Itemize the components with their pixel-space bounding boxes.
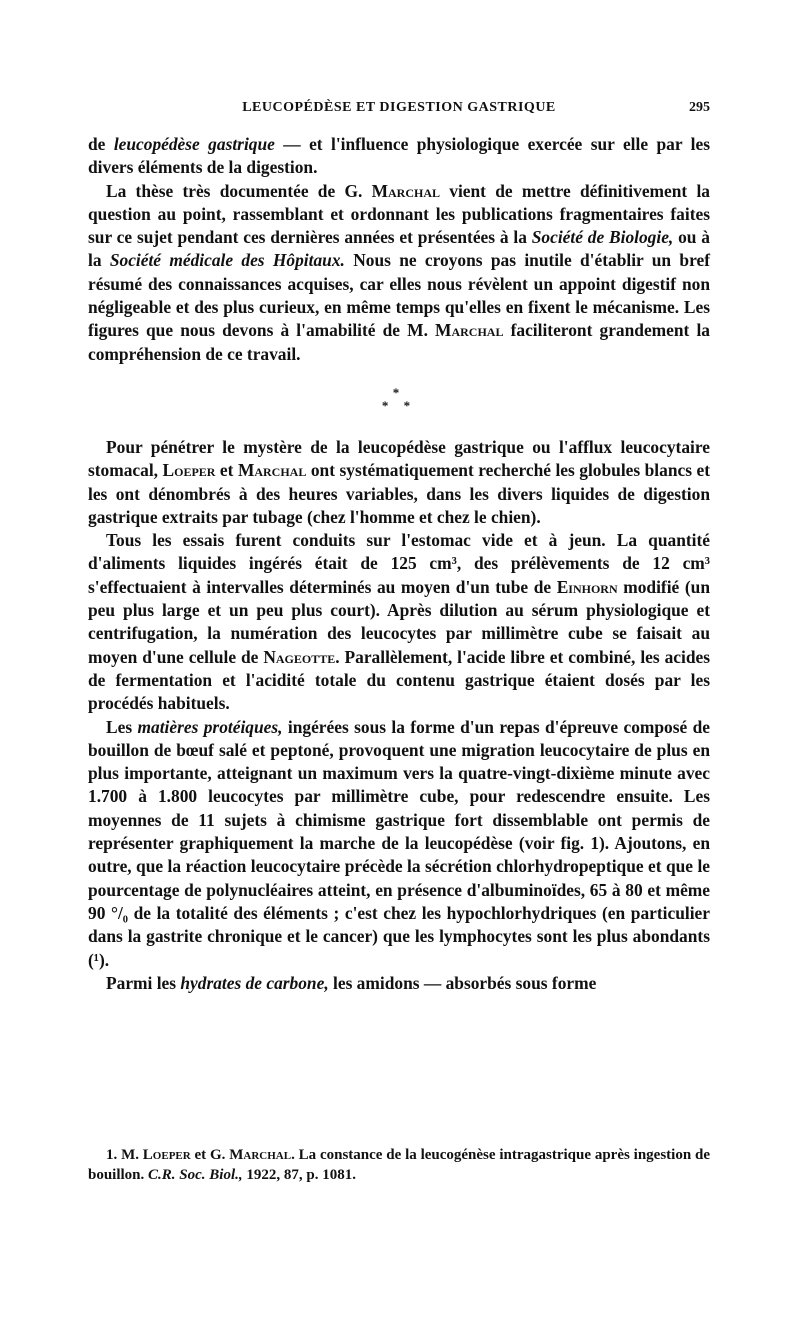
text-run: . Parallèlement, l'acide libre et combiné, les acides de fermentation et l'acidité totale du contenu gastrique étaient dosés par les procédés habituels.: [88, 646, 710, 714]
text-run: 1. M.: [106, 1147, 143, 1163]
italic-term: matières protéiques,: [137, 716, 283, 737]
author-name: Marchal: [237, 460, 307, 481]
text-run: ou à la: [88, 227, 710, 271]
text-run: et G.: [190, 1147, 230, 1163]
text-run: Les: [106, 716, 138, 737]
asterism-bottom: * *: [381, 397, 417, 413]
italic-term: Société de Biologie,: [531, 227, 674, 248]
italic-term: Société médicale des Hôpitaux.: [109, 250, 345, 271]
author-name: Marchal: [435, 320, 504, 341]
paragraph-2: [88, 180, 710, 366]
italic-term: leucopédèse gastrique: [113, 134, 275, 154]
text-run: de: [88, 134, 114, 154]
text-run: ingérées sous la forme d'un repas d'épreuve composé de bouillon de bœuf salé et peptoné, provoquent une migration leucocytaire de plus en plus importante, atteignant un maximum vers la quatre-vingt-dixième minute avec 1.700 à 1.800 leucocytes par millimètre cube, pour redescendre ensuite. Les moyennes de 11 sujets à chimisme gastrique fort dissemblable ont permis de représenter graphiquement la marche de la leucopédèse (voir fig. 1). Ajoutons, en outre, que la réaction leucocytaire précède la sécrétion chlorhydropeptique et que le pourcentage de polynucléaires atteint, en présence d'albuminoïdes, 65 à 80 et même 90 °/₀ de la totalité des éléments ; c'est chez les hypochlorhydriques (en particulier dans la gastrite chronique et le cancer) que les lymphocytes sont les plus abondants (¹).: [88, 716, 711, 970]
text-run: modifié (un peu plus large et un peu plus court). Après dilution au sérum physiologique et centrifugation, la numération des leucocytes par millimètre cube se faisait au moyen d'une cellule de: [88, 576, 711, 667]
asterism-top: *: [392, 384, 406, 400]
paragraph-5: [88, 716, 710, 972]
paragraph-1: [88, 133, 710, 180]
author-name: Nageotte: [263, 646, 336, 667]
asterism-divider: [88, 386, 710, 412]
italic-term: hydrates de carbone,: [180, 972, 329, 993]
paragraph-3: [88, 436, 710, 529]
text-run: les amidons — absorbés sous forme: [328, 972, 597, 993]
author-name: Einhorn: [556, 576, 618, 597]
author-name: Loeper: [142, 1147, 191, 1163]
footnote-1: [88, 1145, 710, 1185]
text-run: et: [215, 460, 238, 481]
page-header: [88, 100, 710, 122]
journal-title: C.R. Soc. Biol.,: [148, 1167, 243, 1183]
page-number: 295: [689, 100, 710, 115]
text-run: Pour pénétrer le mystère de la leucopédèse gastrique ou l'afflux leucocytaire stomacal,: [88, 436, 710, 481]
body-text: [88, 133, 710, 995]
author-name: Loeper: [162, 460, 216, 481]
text-run: — et l'influence physiologique exercée sur elle par les divers éléments de la digestion.: [88, 134, 710, 178]
text-run: 1922, 87, p. 1081.: [242, 1167, 356, 1183]
paragraph-4: [88, 529, 710, 715]
running-head: LEUCOPÉDÈSE ET DIGESTION GASTRIQUE: [242, 100, 556, 115]
text-run: Parmi les: [106, 972, 181, 993]
author-name: Marchal: [229, 1147, 292, 1163]
author-name: Marchal: [371, 180, 440, 201]
text-run: La thèse très documentée de G.: [106, 180, 372, 201]
text-run: Tous les essais furent conduits sur l'estomac vide et à jeun. La quantité d'aliments liquides ingérés était de 125 cm³, des prélèvements de 12 cm³ s'effectuaient à intervalles déterminés au moyen d'un tube de: [88, 530, 710, 597]
text-run: . La constance de la leucogénèse intragastrique après ingestion de bouillon.: [88, 1147, 710, 1183]
text-run: Nous ne croyons pas inutile d'établir un bref résumé des connaissances acquises, car elles nous révèlent un appoint digestif non négligeable et des plus curieux, en même temps qu'elles en fixent le mécanisme. Les figures que nous devons à l'amabilité de M.: [88, 250, 710, 341]
text-run: ont systématiquement recherché les globules blancs et les ont dénombrés à des heures variables, dans les divers liquides de digestion gastrique extraits par tubage (chez l'homme et chez le chien).: [88, 460, 710, 527]
footnote: [88, 1145, 710, 1185]
text-run: faciliteront grandement la compréhension de ce travail.: [88, 320, 710, 364]
paragraph-6: [88, 972, 710, 995]
text-run: vient de mettre définitivement la question au point, rassemblant et ordonnant les publications fragmentaires faites sur ce sujet pendant ces dernières années et présentées à la: [88, 180, 710, 248]
